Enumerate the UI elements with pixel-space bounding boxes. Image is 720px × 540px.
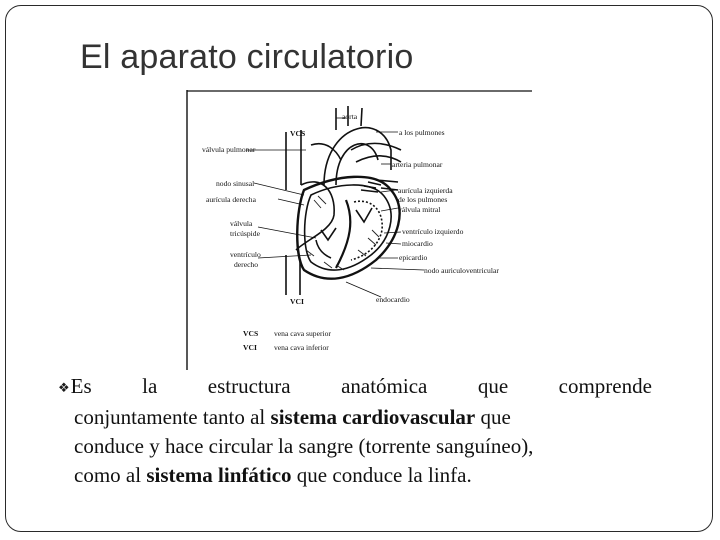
heart-diagram-svg <box>186 90 532 370</box>
word-6: comprende <box>558 374 652 398</box>
legend-vcs-abbr: VCS <box>243 329 259 338</box>
line4-pre: como al <box>74 463 147 487</box>
word-2: la <box>142 374 158 398</box>
label-a-los-pulmones: a los pulmones <box>399 128 445 137</box>
legend-vcs-text: vena cava superior <box>274 329 331 338</box>
label-valvula-pulmonar: válvula pulmonar <box>202 145 256 154</box>
label-vcs: VCS <box>290 129 306 138</box>
label-valvula-tricuspide-1: válvula <box>230 219 253 228</box>
word-3: estructura <box>207 374 291 398</box>
legend-vci-abbr: VCI <box>243 343 257 352</box>
body-line-3: conduce y hace circular la sangre (torrente sanguíneo), <box>74 434 534 458</box>
heart-shading <box>306 196 379 270</box>
body-line-1 <box>58 372 652 403</box>
legend-vci-text: vena cava inferior <box>274 343 329 352</box>
label-nodo-av: nodo auriculoventricular <box>424 266 499 275</box>
label-epicardio: epicardio <box>399 253 428 262</box>
label-endocardio: endocardio <box>376 295 410 304</box>
term-sistema-cardiovascular: sistema cardiovascular <box>270 405 476 429</box>
word-5: que <box>477 374 509 398</box>
term-sistema-linfatico: sistema linfático <box>146 463 292 487</box>
line2-post: que <box>475 405 511 429</box>
heart-diagram <box>186 90 532 370</box>
label-miocardio: miocardio <box>402 239 433 248</box>
label-ventriculo-izquierdo: ventrículo izquierdo <box>402 227 464 236</box>
label-aorta: aorta <box>342 112 358 121</box>
word-4: anatómica <box>341 374 428 398</box>
label-nodo-sinusal: nodo sinusal <box>216 179 255 188</box>
body-line-4 <box>74 461 652 490</box>
slide-title: El aparato circulatorio <box>80 38 414 76</box>
body-line-2 <box>74 403 652 432</box>
body-paragraph <box>58 372 652 490</box>
label-auricula-izquierda: aurícula izquierda <box>398 186 453 195</box>
label-vci: VCI <box>290 297 304 306</box>
bullet-first-word <box>58 372 92 403</box>
label-auricula-derecha: aurícula derecha <box>206 195 256 204</box>
line2-pre: conjuntamente tanto al <box>74 405 271 429</box>
label-de-los-pulmones: de los pulmones <box>398 195 448 204</box>
label-arteria-pulmonar: arteria pulmonar <box>392 160 443 169</box>
word-1: Es <box>70 374 92 398</box>
label-valvula-mitral: válvula mitral <box>398 205 441 214</box>
label-ventriculo-derecho-1: ventrículo <box>230 250 261 259</box>
label-ventriculo-derecho-2: derecho <box>234 260 259 269</box>
bullet-icon: ❖ <box>58 380 70 395</box>
label-valvula-tricuspide-2: tricúspide <box>230 229 260 238</box>
line4-post: que conduce la linfa. <box>291 463 472 487</box>
